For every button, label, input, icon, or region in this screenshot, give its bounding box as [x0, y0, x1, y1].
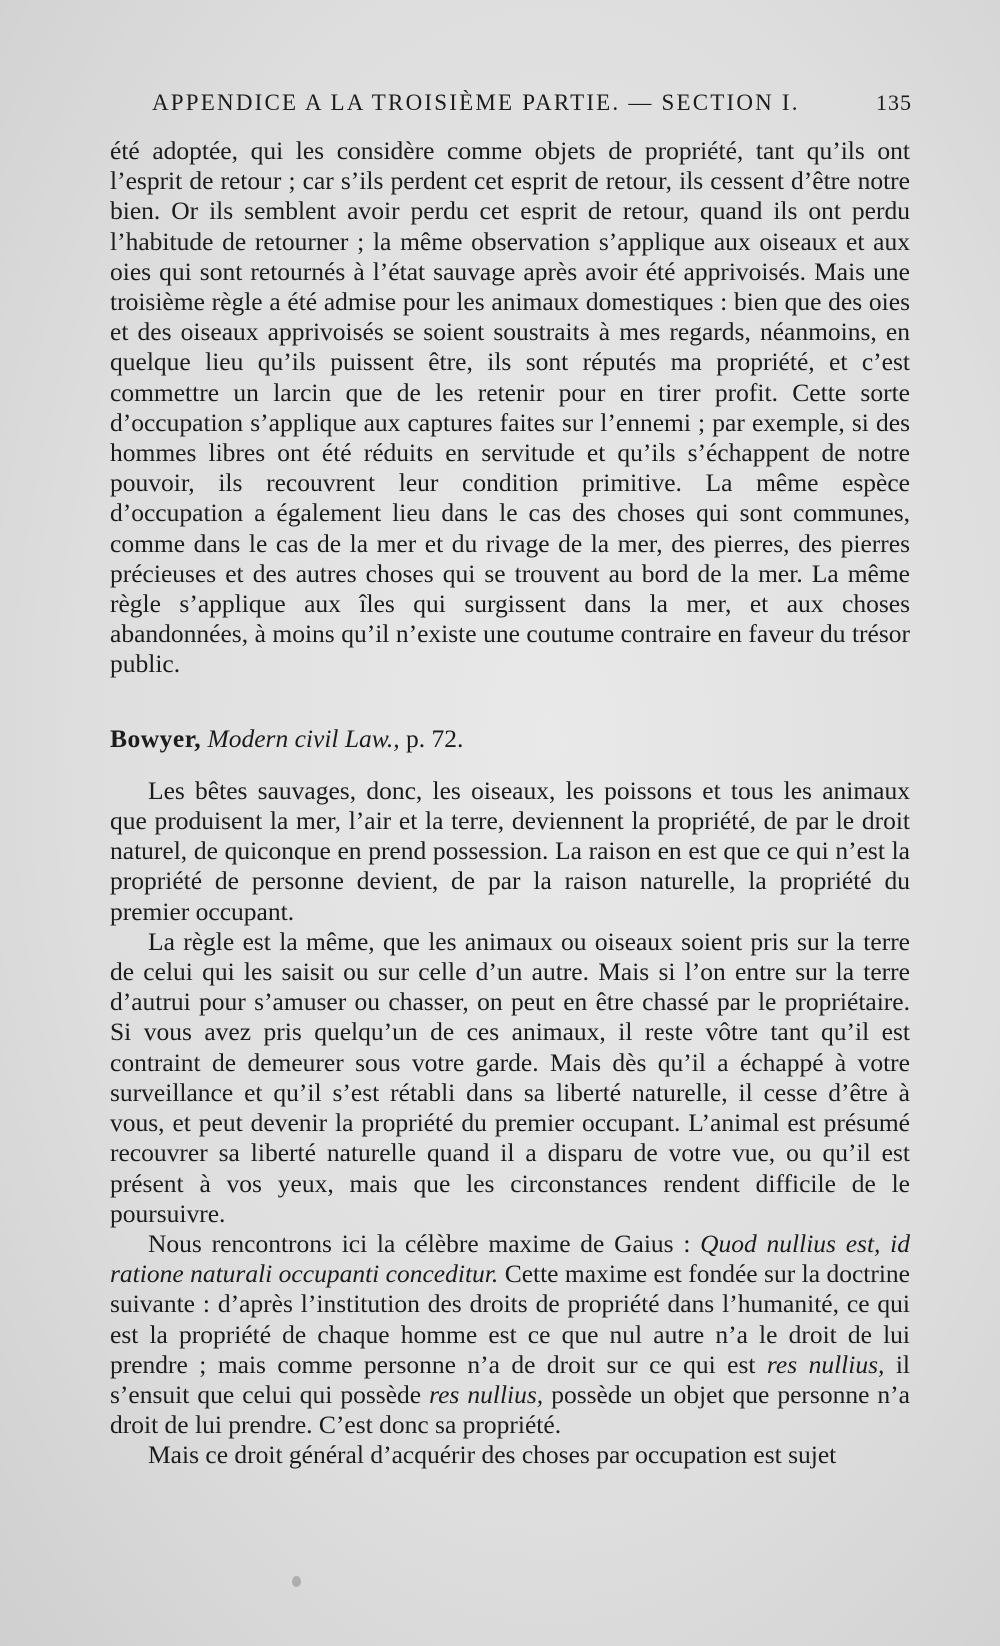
source-reference	[110, 724, 910, 754]
ink-speck	[292, 1576, 301, 1587]
maxim-intro: Nous rencontrons ici la célèbre maxime de Gaius :	[148, 1228, 701, 1258]
paragraph-final: Mais ce droit général d’acquérir des choses par occupation est sujet	[148, 1440, 837, 1470]
maxim-conclusion: possède un objet que personne n’a droit de lui prendre. C’est donc sa propriété.	[110, 1379, 910, 1440]
maxim-continuation: il s’ensuit que celui qui possède	[110, 1349, 910, 1409]
reference-work: Modern civil Law.,	[207, 723, 400, 753]
reference-author: Bowyer,	[110, 723, 202, 753]
gaius-maxim: Quod nullius est, id ratione naturali occupanti conceditur.	[110, 1228, 910, 1289]
paragraph-rule: La règle est la même, que les animaux ou oiseaux soient pris sur la terre de celui qui les saisit ou sur celle d’un autre. Mais si l’on entre sur la terre d’autrui pour s’amuser ou chasser, on peut en être chassé par le propriétaire. Si vous avez pris quelqu’un de ces animaux, il reste vôtre tant qu’il est contraint de demeurer sous votre garde. Mais dès qu’il a échappé à votre surveillance et qu’il s’est rétabli dans sa liberté naturelle, il cesse d’être à vous, et peut devenir la propriété du premier occupant. L’animal est présumé recouvrer sa liberté naturelle quand il a disparu de votre vue, ou qu’il est présent à vos yeux, mais que les circonstances rendent difficile de le poursuivre.	[110, 926, 910, 1228]
reference-page: p. 72.	[406, 723, 464, 753]
term-res-nullius-second: res nullius,	[429, 1379, 544, 1409]
paragraph-gaius-maxim	[110, 1229, 910, 1440]
term-res-nullius: res nullius,	[766, 1349, 885, 1379]
running-title: APPENDICE A LA TROISIÈME PARTIE. — SECTION I.	[152, 90, 800, 115]
running-head	[152, 90, 912, 116]
maxim-explanation: Cette maxime est fondée sur la doctrine suivante : d’après l’institution des droits de propriété dans l’humanité, ce qui est la propriété de chaque homme est ce que nul autre n’a le droit de lui prendre ; mais comme personne n’a de droit sur ce qui est	[110, 1259, 910, 1379]
body-text	[110, 136, 910, 1471]
page-number: 135	[876, 90, 912, 115]
paragraph-continuation: été adoptée, qui les considère comme objets de propriété, tant qu’ils ont l’esprit de retour ; car s’ils perdent cet esprit de retour, ils cessent d’être notre bien. Or ils semblent avoir perdu cet esprit de retour, quand ils ont perdu l’habitude de retourner ; la même observation s’applique aux oiseaux et aux oies qui sont retournés à l’état sauvage après avoir été apprivoisés. Mais une troisième règle a été admise pour les animaux domestiques : bien que des oies et des oiseaux apprivoisés se soient soustraits à mes regards, néanmoins, en quelque lieu qu’ils puissent être, ils sont réputés ma propriété, et c’est commettre un larcin que de les retenir pour en tirer profit. Cette sorte d’occupation s’applique aux captures faites sur l’ennemi ; par exemple, si des hommes libres ont été réduits en servitude et qu’ils s’échappent de notre pouvoir, ils recouvrent leur condition primitive. La même espèce d’occupation a également lieu dans le cas des choses qui sont communes, comme dans le cas de la mer et du rivage de la mer, des pierres, des pierres précieuses et des autres choses qui se trouvent au bord de la mer. La même règle s’applique aux îles qui surgissent dans la mer, et aux choses abandonnées, à moins qu’il n’existe une coutume contraire en faveur du trésor public.	[110, 136, 910, 679]
paragraph-wild-animals: Les bêtes sauvages, donc, les oiseaux, les poissons et tous les animaux que produisent la mer, l’air et la terre, deviennent la propriété, de par le droit naturel, de quiconque en prend possession. La raison en est que ce qui n’est la propriété de personne devient, de par la raison naturelle, la propriété du premier occupant.	[110, 775, 910, 926]
